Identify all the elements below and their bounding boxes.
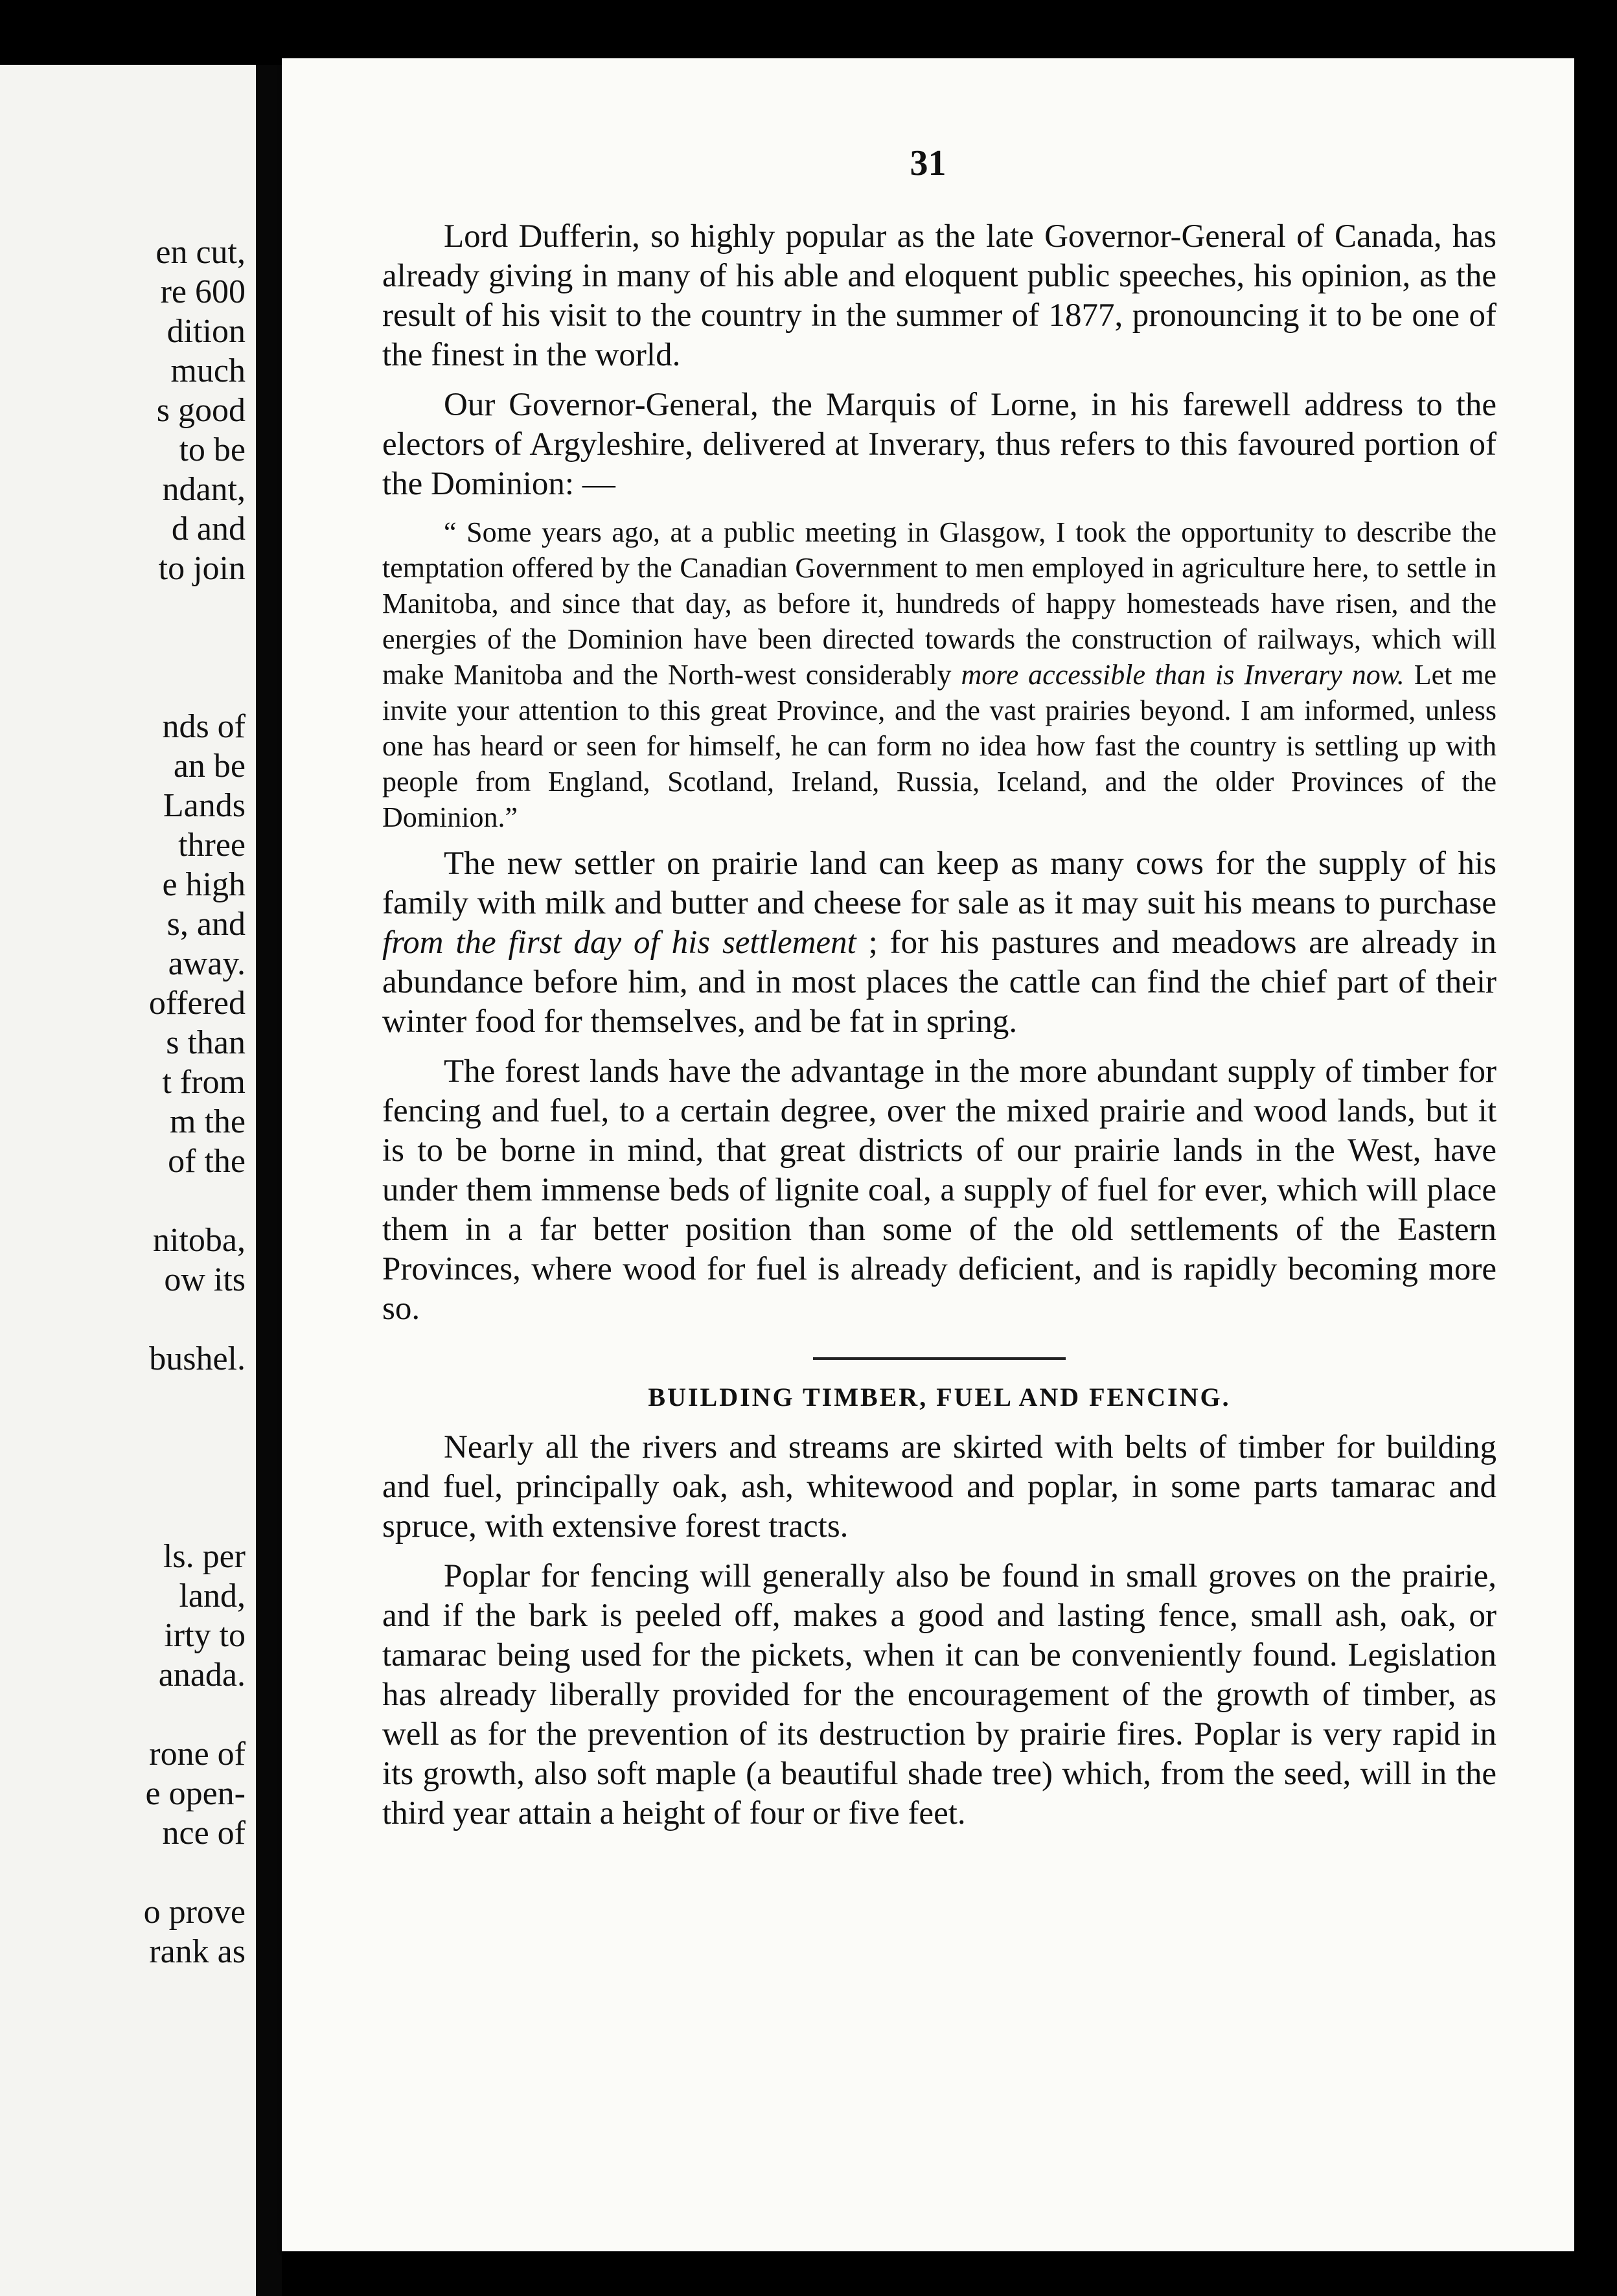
paragraph-new-settler	[382, 844, 1497, 1042]
paragraph-rivers-timber: Nearly all the rivers and streams are skirted with belts of timber for building and fuel, principally oak, ash, whitewood and poplar, in some parts tamarac and spruce, with extensive forest tracts.	[382, 1429, 1497, 1544]
left-page-line-fragment: away.	[168, 945, 246, 982]
left-page-line-fragment: dition	[166, 313, 246, 350]
left-page-line-fragment: s than	[166, 1024, 246, 1061]
quote-text-start: “ Some years ago, at a public meeting in Glasgow, I took the opportunity to describe the temptation offered by the Canadian Government to men employed in agriculture here, to settle in Manitoba, and since that day, as before it, hundreds of happy homesteads have risen, and the energies of the Dominion have been directed towards the construction of railways, which will make Manitoba and the North-west considerably	[382, 516, 1497, 691]
left-page-line-fragment: much	[170, 352, 246, 389]
left-page-line-fragment: m the	[170, 1103, 246, 1140]
left-page-line-fragment: s good	[156, 392, 246, 429]
paragraph-poplar-fencing: Poplar for fencing will generally also be found in small groves on the prairie, and if the bark is peeled off, makes a good and lasting fence, small ash, oak, or tamarac being used for the pickets, when it can be conveniently found. Legislation has already liberally provided for the encouragement of the growth of timber, as well as for the prevention of its destruction by prairie fires. Poplar is very rapid in its growth, also soft maple (a beautiful shade tree) which, from the seed, will in the third year attain a height of four or five feet.	[382, 1558, 1497, 1831]
left-page-line-fragment: t from	[162, 1064, 246, 1101]
left-page-line-fragment: to be	[179, 431, 246, 468]
left-page-line-fragment: Lands	[163, 787, 246, 824]
left-page-line-fragment: three	[178, 827, 246, 864]
settler-italic: from the first day of his settlement	[382, 924, 856, 961]
left-page-line-fragment: ls. per	[163, 1538, 246, 1575]
section-divider	[813, 1357, 1066, 1360]
section-heading: BUILDING TIMBER, FUEL AND FENCING.	[648, 1383, 1231, 1412]
left-page-line-fragment: of the	[168, 1143, 246, 1180]
quotation-lorne-address	[382, 514, 1497, 835]
left-page-line-fragment: d and	[171, 511, 246, 547]
left-page-line-fragment: s, and	[166, 906, 246, 943]
left-page-line-fragment: an be	[173, 748, 246, 785]
left-page-line-fragment: to join	[158, 550, 246, 587]
left-page-line-fragment: irty to	[164, 1617, 246, 1654]
paragraph-dufferin: Lord Dufferin, so highly popular as the late Governor-General of Canada, has already giving in many of his able and eloquent public speeches, his opinion, as the result of his visit to the country in the summer of 1877, pronouncing it to be one of the finest in the world.	[382, 218, 1497, 373]
quote-text-end: Let me invite your attention to this great Province, and the vast prairies beyond. I am informed, unless one has heard or seen for himself, he can form no idea how fast the country is settling up with people from England, Scotland, Ireland, Russia, Iceland, and the older Provinces of the Dominion.”	[382, 659, 1497, 833]
left-page-line-fragment: ndant,	[162, 471, 246, 508]
left-page-line-fragment: rank as	[149, 1933, 246, 1970]
left-page-line-fragment: nce of	[162, 1815, 246, 1852]
quote-italic: more accessible than is Inverary now.	[961, 659, 1405, 691]
left-page-line-fragment: ow its	[164, 1261, 246, 1298]
left-page-line-fragment: anada.	[158, 1657, 246, 1693]
left-page-line-fragment: en cut,	[155, 234, 246, 271]
left-page-line-fragment: e high	[162, 866, 246, 903]
text-column	[382, 217, 1497, 1844]
left-page-line-fragment: re 600	[160, 273, 246, 310]
left-page-line-fragment: e open-	[145, 1775, 246, 1812]
left-page-line-fragment: land,	[179, 1578, 246, 1614]
paragraph-lorne: Our Governor-General, the Marquis of Lorne, in his farewell address to the electors of Argyleshire, delivered at Inverary, thus refers to this favoured portion of the Dominion: —	[382, 387, 1497, 502]
settler-text-end: ; for his pastures and meadows are already in abundance before him, and in most places the cattle can find the chief part of their winter food for themselves, and be fat in spring.	[382, 924, 1497, 1040]
settler-text-start: The new settler on prairie land can keep as many cows for the supply of his family with milk and butter and cheese for sale as it may suit his means to purchase	[382, 845, 1497, 921]
paragraph-forest-lands: The forest lands have the advantage in the more abundant supply of timber for fencing and fuel, to a certain degree, over the mixed prairie and wood lands, but it is to be borne in mind, that great districts of our prairie lands in the West, have under them immense beds of lignite coal, a supply of fuel for ever, which will place them in a far better position than some of the old settlements of the Eastern Provinces, where wood for fuel is already deficient, and is rapidly becoming more so.	[382, 1053, 1497, 1327]
left-page-line-fragment: rone of	[149, 1736, 246, 1773]
left-page-line-fragment: offered	[148, 985, 246, 1022]
page-number: 31	[910, 143, 946, 183]
left-page-line-fragment: bushel.	[149, 1340, 246, 1377]
left-page-line-fragment: nitoba,	[153, 1222, 246, 1259]
left-page-line-fragment: nds of	[162, 708, 246, 745]
left-facing-page	[0, 65, 256, 2296]
left-page-line-fragment: o prove	[143, 1894, 246, 1931]
right-page	[282, 58, 1574, 2251]
book-spine	[256, 65, 282, 2296]
